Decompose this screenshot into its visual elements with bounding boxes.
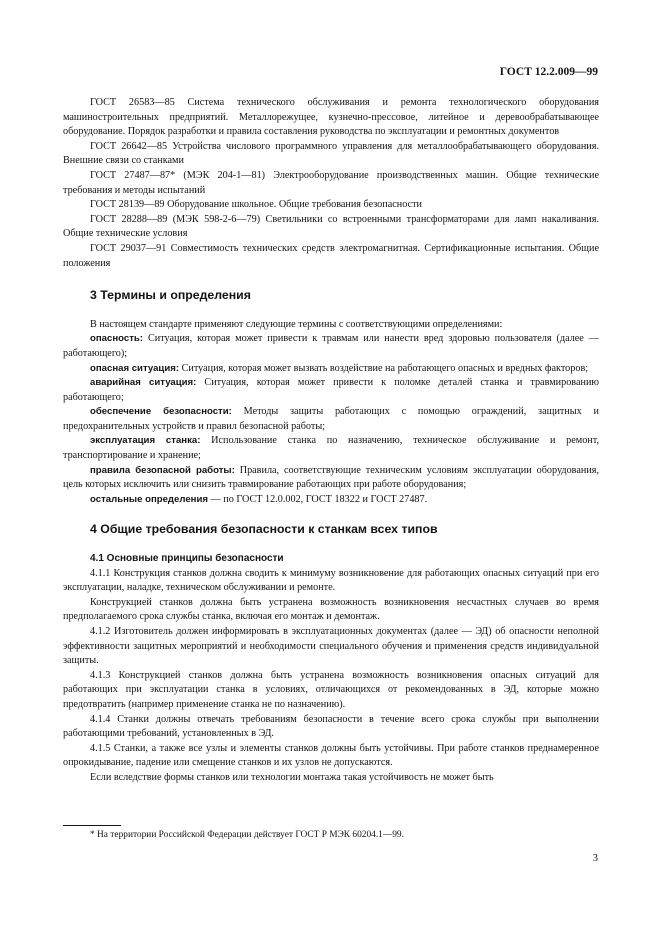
definition-item	[63, 434, 599, 463]
definition-item	[63, 362, 599, 377]
normative-references	[63, 96, 599, 271]
definition-text: Ситуация, которая может привести к поломке деталей станка и травмированию работающего;	[63, 377, 600, 403]
subsection-4-1-heading: 4.1 Основные принципы безопасности	[90, 553, 284, 565]
definition-term: правила безопасной работы:	[90, 464, 235, 476]
reference-item: ГОСТ 28139—89 Оборудование школьное. Общие требования безопасности	[90, 199, 422, 211]
definition-item	[63, 493, 599, 508]
reference-item: ГОСТ 26642—85 Устройства числового программного управления для металлообрабатывающего оборудования. Внешние связи со станками	[63, 140, 599, 167]
definition-text: Ситуация, которая может привести к травмам или нанести вред здоровью пользователя (далее — работающего);	[63, 333, 599, 359]
clause-paragraph: 4.1.1 Конструкция станков должна сводить к минимуму возникновение для работающих опасных ситуаций при его эксплуатации, наладке, техническом обслуживании и ремонте.	[63, 567, 599, 594]
definition-term: остальные определения	[90, 493, 208, 505]
page-body	[63, 96, 599, 786]
clause-paragraph: Конструкцией станков должна быть устранена возможность возникновения несчастных случаев во время предполагаемого срока службы станка, включая его монтаж и демонтаж.	[63, 596, 599, 623]
definition-term: опасность:	[90, 333, 143, 345]
reference-item: ГОСТ 29037—91 Совместимость технических средств электромагнитная. Сертификационные испытания. Общие положения	[63, 242, 599, 269]
section-3-heading: 3 Термины и определения	[90, 288, 251, 303]
definition-text: Методы защиты работающих с помощью ограждений, защитных и предохранительных устройств и правил безопасной работы;	[63, 406, 599, 432]
clause-paragraph: 4.1.5 Станки, а также все узлы и элементы станков должны быть устойчивы. При работе станков преднамеренное опрокидывание, падение или смещение станков и их узлов не допускаются.	[63, 742, 599, 769]
reference-item: ГОСТ 26583—85 Система технического обслуживания и ремонта технологического оборудования машиностроительных предприятий. Металлорежущее, кузнечно-прессовое, литейное и деревообрабатывающее оборудование. Порядок разработки и правила составления руководства по эксплуатации и ремонтных документов	[63, 97, 599, 138]
reference-item: ГОСТ 27487—87* (МЭК 204-1—81) Электрооборудование производственных машин. Общие технические требования и методы испытаний	[63, 169, 599, 196]
definition-term: эксплуатация станка:	[90, 435, 201, 447]
definition-text: Правила, соответствующие техническим условиям эксплуатации оборудования, цель которых исключить или снизить травмирование работающих при работе оборудования;	[63, 464, 600, 491]
definition-text: Использование станка по назначению, техническое обслуживание и ремонт, транспортирование и хранение;	[63, 435, 599, 462]
definition-text: Ситуация, которая может вызвать воздействие на работающего опасных и вредных факторов;	[179, 362, 589, 374]
page-number: 3	[592, 853, 598, 864]
running-header: ГОСТ 12.2.009—99	[499, 66, 598, 78]
section-3-intro: В настоящем стандарте применяют следующие термины с соответствующими определениями:	[90, 318, 503, 330]
section-4-heading: 4 Общие требования безопасности к станкам всех типов	[90, 522, 438, 537]
definition-item	[63, 464, 599, 493]
clause-paragraph: Если вследствие формы станков или технологии монтажа такая устойчивость не может быть	[90, 771, 494, 783]
clause-paragraph: 4.1.2 Изготовитель должен информировать в эксплуатационных документах (далее — ЭД) об опасности неполной эффективности защитных мероприятий и необходимости специального обучения и применения средств индивидуальной защиты.	[63, 626, 599, 667]
clause-paragraph: 4.1.4 Станки должны отвечать требованиям безопасности в течение всего срока службы при выполнении работающими требований, установленных в ЭД.	[63, 713, 599, 740]
definition-item	[63, 405, 599, 434]
definition-term: аварийная ситуация:	[90, 377, 197, 389]
footnote-divider	[63, 825, 121, 826]
clause-paragraph: 4.1.3 Конструкцией станков должна быть устранена возможность возникновения опасных ситуаций для работающих при эксплуатации станка в условиях, отличающихся от рекомендованных в ЭД, которые можно предотвратить (например применение станка не по назначению).	[63, 669, 599, 710]
definition-text: — по ГОСТ 12.0.002, ГОСТ 18322 и ГОСТ 27487.	[207, 493, 428, 505]
footnote: * На территории Российской Федерации действует ГОСТ Р МЭК 60204.1—99.	[90, 830, 404, 840]
definition-item	[63, 332, 599, 361]
definition-item	[63, 376, 599, 405]
reference-item: ГОСТ 28288—89 (МЭК 598-2-6—79) Светильники со встроенными трансформаторами для ламп накаливания. Общие технические условия	[63, 213, 599, 240]
definition-term: обеспечение безопасности:	[90, 406, 232, 418]
definition-term: опасная ситуация:	[90, 362, 180, 374]
